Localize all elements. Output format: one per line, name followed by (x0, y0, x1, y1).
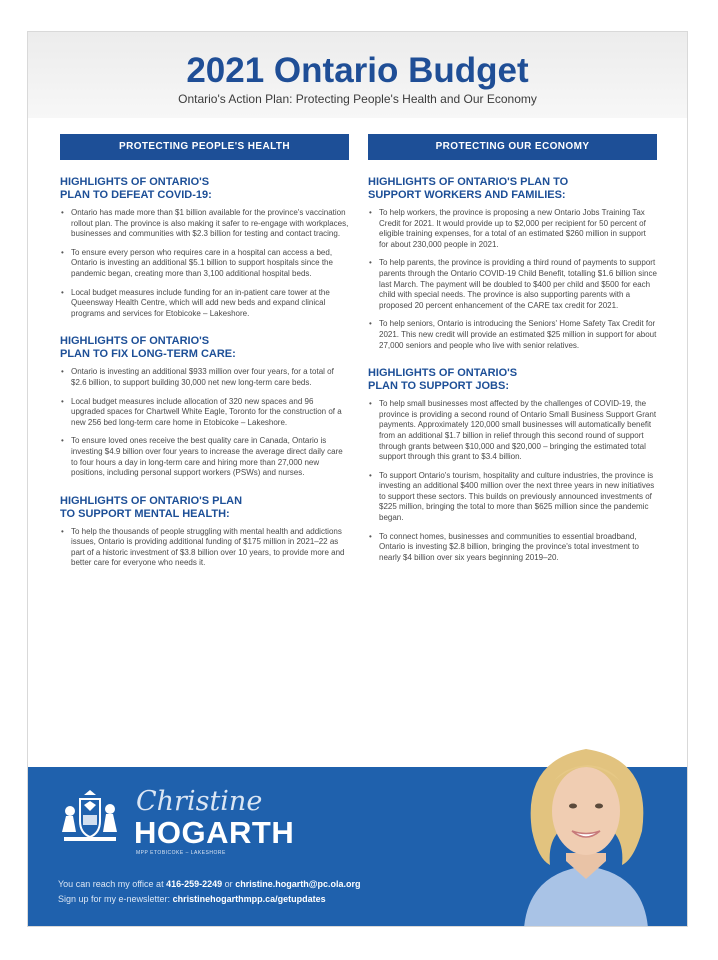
page-subtitle: Ontario's Action Plan: Protecting People's Health and Our Economy (178, 92, 537, 106)
bullet-item: • To support Ontario's tourism, hospitality and culture industries, the province is investing an additional $400 million over the next three years in new initiatives to support these sectors. This builds on previously announced investments of $225 million, bringing the total to more than $625 million since the pandemic began. (368, 471, 657, 524)
bullet-item: • To help parents, the province is providing a third round of payments to support parents through the Ontario COVID-19 Child Benefit, totalling $1.6 billion since last March. The payment will be doubled to $400 per child and $500 for each child with special needs. The province is also supporting parents with a proposed 20 percent enhancement of the CARE tax credit for 2021. (368, 258, 657, 311)
newsletter-prefix: Sign up for my e-newsletter: (58, 894, 171, 904)
bullet-item: • To ensure loved ones receive the best quality care in Canada, Ontario is investing $4.9 billion over four years to increase the average direct daily care to four hours a day in long-term care and hiring more than 27,000 new positions, including personal support workers (PSWs) and nurses. (60, 436, 349, 478)
section-heading (368, 367, 657, 393)
section-heading-line1: HIGHLIGHTS OF ONTARIO'S (60, 335, 210, 348)
newsletter-url: christinehogarthmpp.ca/getupdates (172, 894, 326, 904)
section-mental-health (60, 495, 349, 569)
contact-prefix: You can reach my office at (58, 879, 164, 889)
section-heading (60, 495, 349, 521)
contact-mid: or (224, 879, 233, 889)
section-heading-line1: HIGHLIGHTS OF ONTARIO'S (60, 176, 210, 188)
bullet-item: • To help seniors, Ontario is introducing the Seniors' Home Safety Tax Credit for 2021. This new credit will provide an estimated $25 million in support for about 27,000 seniors and people who live with senior relatives. (368, 319, 657, 351)
budget-flyer (27, 31, 688, 927)
name-script: Christine (136, 786, 263, 817)
name-riding-tag: MPP ETOBICOKE – LAKESHORE (136, 850, 226, 856)
bullet-list (368, 208, 657, 351)
section-heading-line1: HIGHLIGHTS OF ONTARIO'S (368, 367, 518, 380)
bullet-item: • To help workers, the province is proposing a new Ontario Jobs Training Tax Credit for 2021. It would provide up to $2,000 per recipient for 50 percent of eligible training expenses, for a total of an estimated $260 million in support for about 230,000 people in 2021. (368, 208, 657, 250)
bullet-item: • To connect homes, businesses and communities to essential broadband, Ontario is investing $2.8 billion, bringing the province's total investment to nearly $4 billion over six years beginning 2019–20. (368, 532, 657, 564)
bullet-item: • To ensure every person who requires care in a hospital can access a bed, Ontario is investing an additional $5.1 billion to support hospitals since the pandemic began, creating more than 3,100 additional hospital beds. (60, 248, 349, 280)
bullet-list (60, 527, 349, 569)
page-title: 2021 Ontario Budget (186, 51, 529, 90)
column-banner-health: PROTECTING PEOPLE'S HEALTH (60, 134, 349, 160)
name-block: HOGARTH (134, 815, 295, 850)
section-heading (60, 176, 349, 202)
section-heading-line1: HIGHLIGHTS OF ONTARIO'S PLAN TO (368, 176, 569, 188)
bullet-item: • Ontario is investing an additional $933 million over four years, for a total of $2.6 billion, to support building 30,000 net new long-term care beds. (60, 367, 349, 388)
section-heading (368, 176, 657, 202)
portrait-photo (484, 711, 688, 927)
bullet-list (368, 399, 657, 563)
bullet-list (60, 208, 349, 319)
bullet-item: • Local budget measures include allocation of 320 new spaces and 96 upgraded spaces for Chartwell White Eagle, Toronto for the construction of a new 256 bed long-term care home in Etobicoke – Lakeshore. (60, 397, 349, 429)
section-heading (60, 335, 349, 361)
section-covid (60, 176, 349, 319)
bullet-item: • To help the thousands of people struggling with mental health and addictions issues, Ontario is providing additional funding of $175 million in 2021–22 as part of a historic investment of $3.8 billion over 10 years, to provide more and better care for everyone who needs it. (60, 527, 349, 569)
phone-number: 416-259-2249 (166, 879, 223, 889)
section-workers-families (368, 176, 657, 351)
bullet-item: • To help small businesses most affected by the challenges of COVID-19, the province is providing a second round of Ontario Small Business Support Grant payments. Approximately 120,000 small businesses will automatically benefit from an additional $1.7 billion in relief through this second round of support through grants between $10,000 and $20,000 – bringing the estimated total support through this grant to $3.4 billion. (368, 399, 657, 463)
right-column (368, 134, 657, 571)
section-jobs (368, 367, 657, 563)
newsletter-line (58, 894, 498, 905)
section-heading-line2: TO SUPPORT MENTAL HEALTH: (60, 507, 230, 520)
section-heading-line2: PLAN TO DEFEAT COVID-19: (60, 189, 212, 201)
section-heading-line2: PLAN TO FIX LONG-TERM CARE: (60, 348, 236, 361)
bullet-item: • Local budget measures include funding for an in-patient care tower at the Queensway Health Centre, which will add new beds and expand clinical programs and services for Etobicoke – Lakeshore. (60, 288, 349, 320)
left-column (60, 134, 349, 577)
email-address: christine.hogarth@pc.ola.org (235, 879, 361, 889)
ontario-coat-of-arms-icon (58, 789, 122, 847)
section-heading-line1: HIGHLIGHTS OF ONTARIO'S PLAN (60, 494, 243, 507)
section-heading-line2: PLAN TO SUPPORT JOBS: (368, 380, 509, 393)
contact-line (58, 879, 498, 890)
bullet-list (60, 367, 349, 478)
section-long-term-care (60, 335, 349, 478)
column-banner-economy: PROTECTING OUR ECONOMY (368, 134, 657, 160)
bullet-item: • Ontario has made more than $1 billion available for the province's vaccination rollout plan. The province is also making it safer to re-engage with workplaces, businesses and communities with $2.3 billion for testing and contact tracing. (60, 208, 349, 240)
section-heading-line2: SUPPORT WORKERS AND FAMILIES: (368, 189, 566, 201)
header (28, 32, 687, 118)
footer (28, 767, 687, 927)
